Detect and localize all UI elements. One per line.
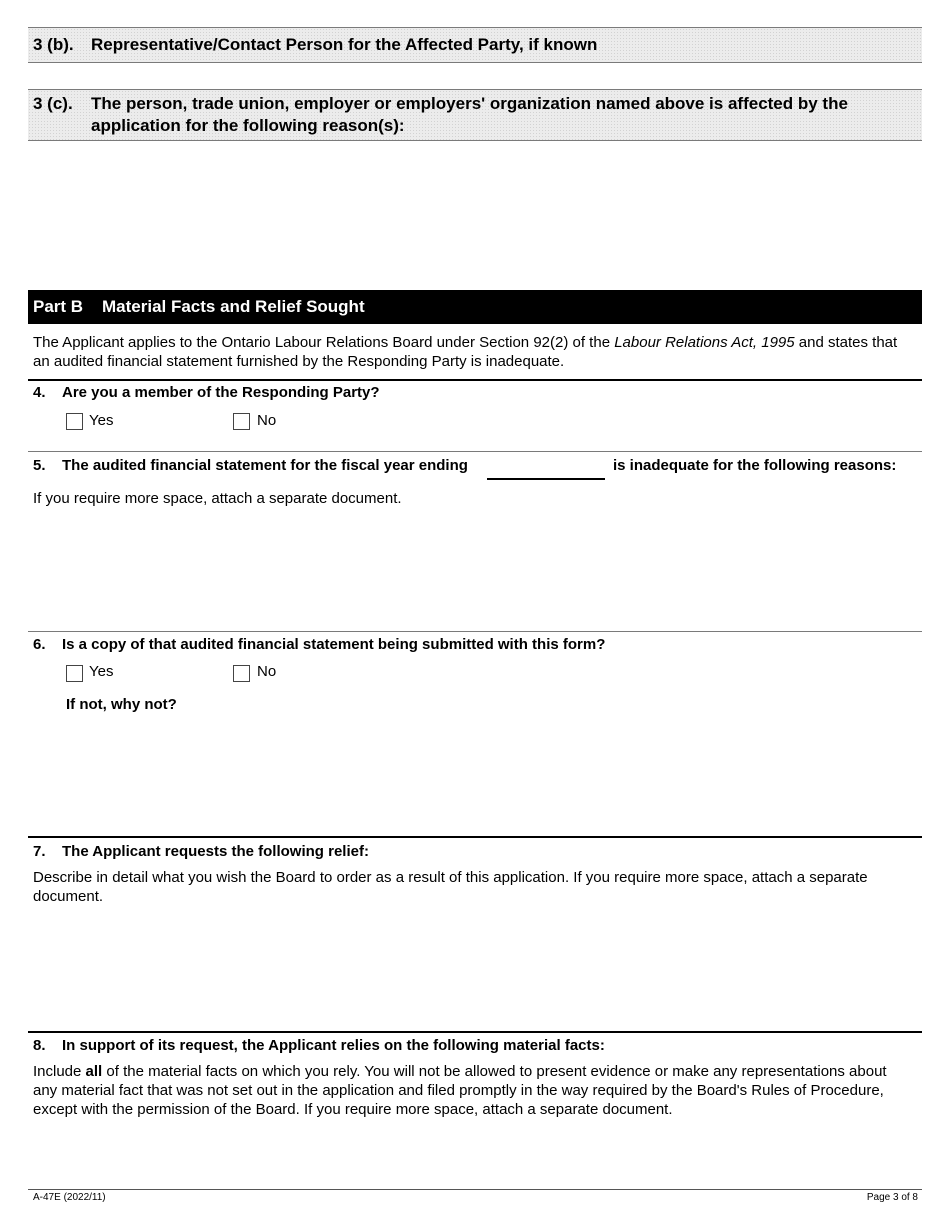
- section-3b-number: 3 (b).: [33, 35, 74, 54]
- q6-yes-label: Yes: [89, 663, 114, 680]
- q8-number: 8.: [33, 1037, 46, 1054]
- q7-answer-area[interactable]: [28, 910, 922, 1026]
- q5-question-end: is inadequate for the following reasons:: [613, 457, 897, 474]
- q6-question: Is a copy of that audited financial statement being submitted with this form?: [62, 636, 606, 653]
- section-3b-title: Representative/Contact Person for the Affected Party, if known: [91, 35, 598, 54]
- section-3b-header: [28, 27, 922, 63]
- q6-yes-checkbox[interactable]: [66, 665, 83, 682]
- section-3c-line2: application for the following reason(s):: [91, 116, 405, 135]
- q5-number: 5.: [33, 457, 46, 474]
- divider: [28, 1031, 922, 1033]
- section-3c-line1: The person, trade union, employer or employers' organization named above is affected by the: [91, 94, 848, 113]
- form-id: A-47E (2022/11): [33, 1192, 106, 1203]
- q5-answer-area[interactable]: [28, 512, 922, 628]
- q8-question: In support of its request, the Applicant relies on the following material facts:: [62, 1037, 605, 1054]
- q7-number: 7.: [33, 843, 46, 860]
- page-number: Page 3 of 8: [866, 1192, 918, 1203]
- q8-answer-area[interactable]: [28, 1122, 922, 1184]
- q4-question: Are you a member of the Responding Party?: [62, 384, 380, 401]
- q6-no-checkbox[interactable]: [233, 665, 250, 682]
- fiscal-year-field[interactable]: [487, 458, 605, 480]
- q6-number: 6.: [33, 636, 46, 653]
- q4-no-label: No: [257, 412, 277, 429]
- q8-description: Include all of the material facts on which you rely. You will not be allowed to present evidence or make any representations about any material fact that was not set out in the application and filed promptly in the way required by the Board's Rules of Procedure, except with the permission of the Board. If you require more space, attach a separate document.: [33, 1063, 887, 1118]
- q4-yes-checkbox[interactable]: [66, 413, 83, 430]
- q6-answer-area[interactable]: [28, 720, 922, 832]
- q7-question: The Applicant requests the following relief:: [62, 843, 369, 860]
- section-3c-header: [28, 89, 922, 141]
- q6-no-label: No: [257, 663, 277, 680]
- part-b-title: Material Facts and Relief Sought: [102, 297, 365, 316]
- divider: [28, 379, 922, 381]
- q4-no-checkbox[interactable]: [233, 413, 250, 430]
- q4-yes-label: Yes: [89, 412, 114, 429]
- divider: [28, 631, 922, 632]
- divider: [28, 836, 922, 838]
- footer-divider: [28, 1189, 922, 1190]
- q5-note: If you require more space, attach a separate document.: [33, 490, 402, 507]
- section-3c-answer-area[interactable]: [28, 141, 922, 286]
- part-b-intro: The Applicant applies to the Ontario Labour Relations Board under Section 92(2) of the Labour Relations Act, 1995 and states that an audited financial statement furnished by the Responding Party is inadequate.: [33, 334, 898, 370]
- part-b-header: [28, 290, 922, 324]
- q6-why-not-label: If not, why not?: [66, 696, 177, 713]
- section-3c-number: 3 (c).: [33, 94, 73, 113]
- act-name: Labour Relations Act, 1995: [614, 334, 795, 351]
- q4-number: 4.: [33, 384, 46, 401]
- divider: [28, 451, 922, 452]
- q7-description: Describe in detail what you wish the Board to order as a result of this application. If you require more space, attach a separate document.: [33, 869, 868, 905]
- q5-question-start: The audited financial statement for the fiscal year ending: [62, 457, 468, 474]
- part-b-label: Part B: [33, 297, 84, 316]
